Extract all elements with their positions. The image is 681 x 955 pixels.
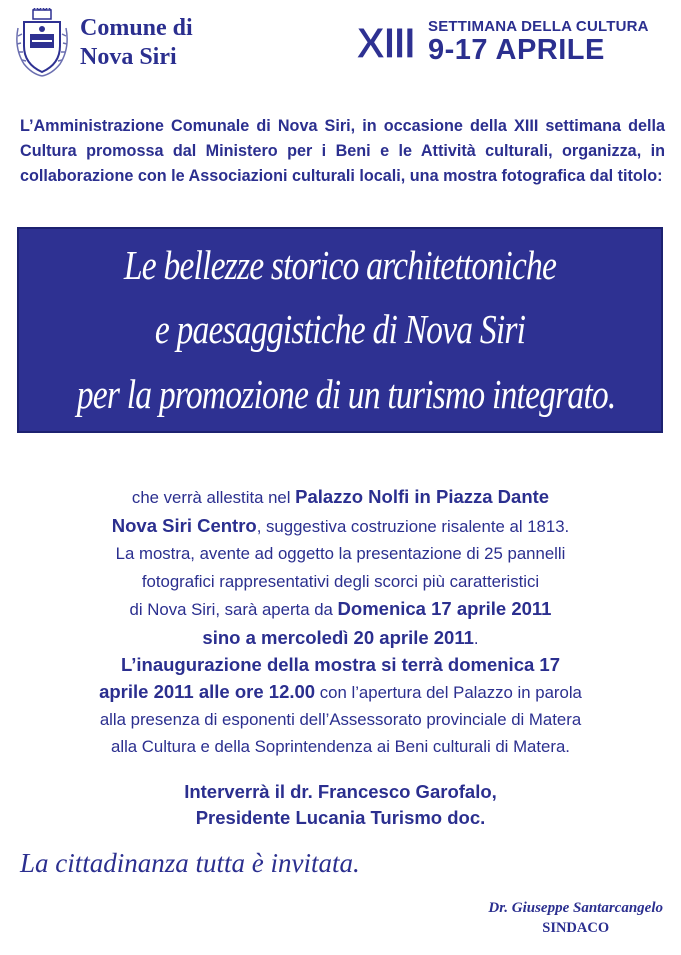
details-text: , suggestiva costruzione risalente al 1813. [256, 516, 570, 536]
inauguration-line-4: alla Cultura e della Soprintendenza ai Beni culturali di Matera. [111, 737, 570, 756]
banner-line-1: Le bellezze storico architettoniche [123, 242, 557, 288]
venue-name: Palazzo Nolfi in Piazza Dante [295, 486, 550, 507]
intro-paragraph: L’Amministrazione Comunale di Nova Siri, in occasione della XIII settimana della Cultura promossa dal Ministero per i Beni e le Attività culturali, organizza, in collaborazione con le Associazioni culturali locali, una mostra fotografica dal titolo: [20, 117, 665, 185]
invitation-line: La cittadinanza tutta è invitata. [20, 848, 360, 878]
comune-line-1: Comune di [80, 15, 193, 41]
signer-role: SINDACO [542, 920, 610, 936]
banner-line-2: e paesaggistiche di Nova Siri [154, 306, 526, 352]
signer-name: Dr. Giuseppe Santarcangelo [488, 900, 663, 916]
exhibition-details [0, 483, 681, 652]
header [0, 0, 681, 90]
comune-title [80, 14, 193, 72]
inauguration-text: con l’apertura del Palazzo in parola [315, 683, 582, 702]
inauguration-line-2 [0, 678, 681, 706]
comune-line-2: Nova Siri [80, 44, 177, 70]
details-line-3: La mostra, avente ad oggetto la presentazione di 25 pannelli [115, 544, 566, 563]
venue-location: Nova Siri Centro [111, 514, 257, 536]
inauguration-time: aprile 2011 alle ore 12.00 [99, 681, 316, 702]
week-label: SETTIMANA DELLA CULTURA [428, 18, 649, 35]
inauguration-details [0, 651, 681, 760]
details-text: che verrà allestita nel [131, 488, 296, 507]
inauguration-line-3: alla presenza di esponenti dell’Assessorato provinciale di Matera [99, 710, 582, 729]
details-line-6 [0, 624, 681, 653]
speaker-line-1: Interverrà il dr. Francesco Garofalo, [184, 781, 497, 802]
banner-line-3: per la promozione di un turismo integrato. [76, 371, 616, 417]
week-of-culture [428, 18, 668, 65]
details-text: . [473, 628, 479, 648]
details-line-2 [0, 512, 681, 541]
details-text: di Nova Siri, sarà aperta da [129, 600, 338, 619]
roman-numeral-text: XIII [355, 20, 415, 62]
roman-numeral-xiii [352, 20, 418, 62]
exhibition-title-banner [17, 227, 663, 433]
details-line-5 [0, 595, 681, 624]
start-date: Domenica 17 aprile 2011 [337, 598, 552, 619]
coat-of-arms-icon [14, 8, 70, 78]
details-line-4: fotografici rappresentativi degli scorci più caratteristici [141, 571, 540, 591]
speaker-line-2: Presidente Lucania Turismo doc. [195, 807, 486, 828]
week-dates: 9-17 APRILE [428, 34, 605, 66]
inauguration-line-1: L’inaugurazione della mostra si terrà domenica 17 [120, 654, 560, 675]
end-date: sino a mercoledì 20 aprile 2011 [202, 626, 474, 648]
details-line-1 [0, 483, 681, 512]
signature-block [488, 898, 663, 938]
speaker-note [0, 779, 681, 831]
